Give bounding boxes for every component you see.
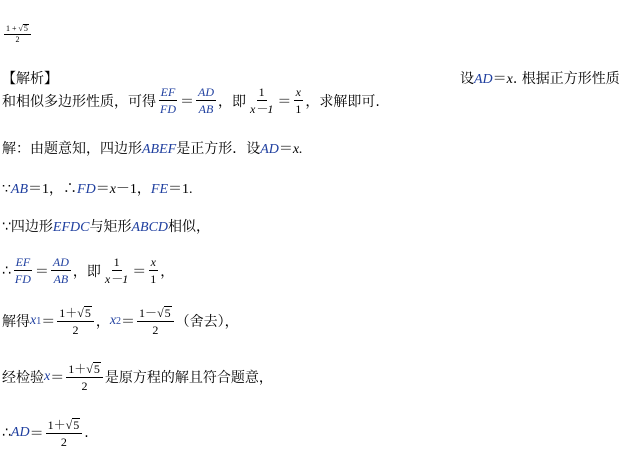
solution-line7: ∴ AD ＝ 1＋ √ 5 2 . <box>2 418 89 449</box>
analysis-line2: 和相似多边形性质，可得 $\frac{EF}{FD}$ ＝ $\frac{AD}{AB}$ ，即 $\frac{1}{x-1}$ ＝ $\frac{x}{1}$ ，求解即可. <box>2 85 380 116</box>
fraction-1-over-xm1: $\frac{1}{x-1}$ <box>250 85 274 116</box>
solution-line1: 解：由题意知，四边形ABEF是正方形．设AD＝x. <box>2 141 303 157</box>
fraction-ef-fd: $\frac{EF}{FD}$ <box>160 85 176 116</box>
answer-fraction: 1 + √ 5 2 <box>2 24 33 44</box>
solution-line3: ∵四边形EFDC与矩形ABCD相似， <box>2 219 211 235</box>
analysis-line1-right: 设AD＝x. 根据正方形性质 <box>460 71 620 87</box>
solution-line6: 经检验 x ＝ 1＋ √ 5 2 是原方程的解且符合题意， <box>2 362 273 393</box>
fraction-ad-ab: $\frac{AD}{AB}$ <box>198 85 214 116</box>
solution-line5: 解得 x 1 ＝ 1＋ √ 5 2 ， x 2 ＝ 1－ √ 5 2 （舍去）， <box>2 306 239 337</box>
analysis-header: 【解析】 <box>2 71 58 87</box>
solution-line2: ∵AB＝1，∴FD＝x－1，FE＝1. <box>2 182 193 197</box>
fraction-x-over-1: $\frac{x}{1}$ <box>295 85 302 116</box>
root-1: 1＋ √ 5 2 <box>57 306 94 336</box>
solution-line4: ∴ $\frac{EF}{FD}$ ＝ $\frac{AD}{AB}$ ，即 $\frac{1}{x-1}$ ＝ $\frac{x}{1}$ ， <box>2 255 175 286</box>
root-2: 1－ √ 5 2 <box>137 306 174 336</box>
